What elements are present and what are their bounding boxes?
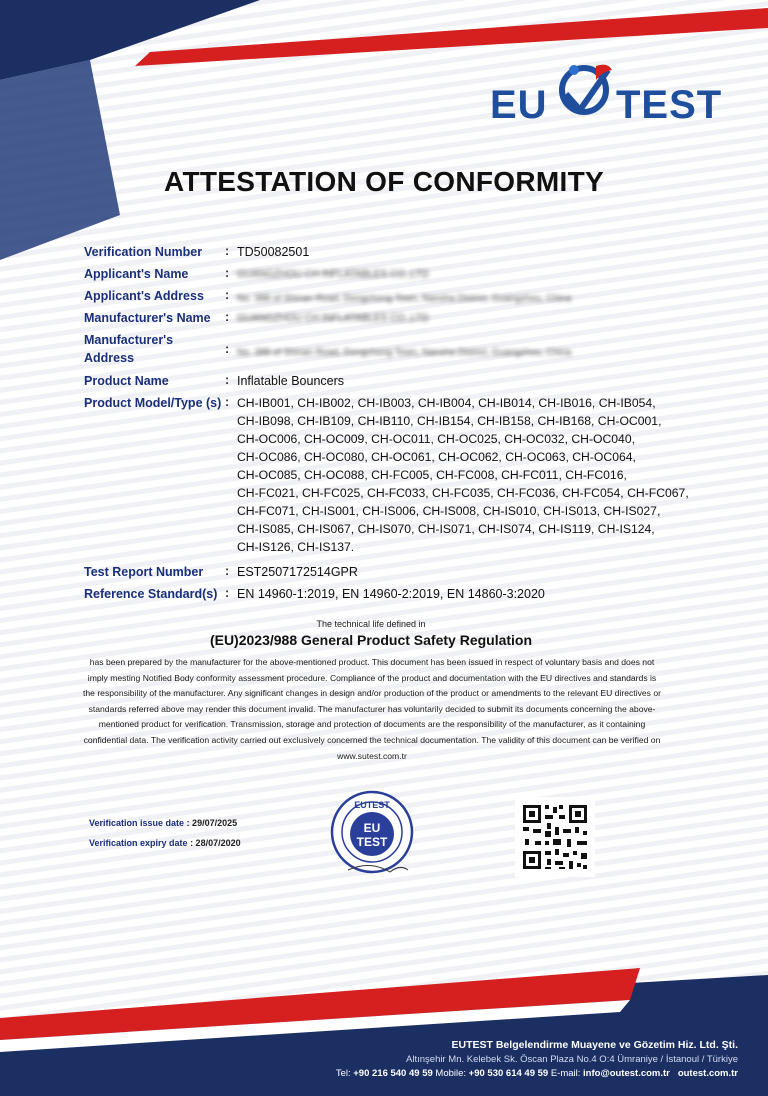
model-line: CH-FC021, CH-FC025, CH-FC033, CH-FC035, CH-FC036, CH-FC054, CH-FC067, — [237, 486, 689, 500]
seal-test-text: TEST — [356, 835, 388, 849]
product-model-label: Product Model/Type (s) — [84, 396, 222, 410]
logo-eu-text: EU — [490, 83, 548, 127]
logo-emblem-icon — [552, 60, 616, 130]
colon: : — [225, 564, 230, 578]
applicant-name-label: Applicant's Name — [84, 267, 189, 281]
applicant-address-value: No. 388 of Shinan Road, Dongchong Town, Nansha District, Guangzhou, China — [237, 293, 572, 304]
conformity-paragraph: has been prepared by the manufacturer for the above-mentioned product. This document has been issued in respect of voluntary basis and does not imply mesting Notified Body conformity assessment procedure. Compliance of the product and documentation with the EU directives and standards is the responsibility of the manufacturer. Any significant changes in design and/or production of the product or amendments to the relevant EU directives or standards referred above may render this document invalid. The manufacturer has voluntarily decided to submit its documents concerning the above-mentioned product for verification. Transmission, storage and protection of documents are the responsibility of the manufacturer, as it containing confidential data. The verification activity carried out exclusively concerned the technical documentation. The validity of this document can be verified on www.sutest.com.tr — [82, 657, 662, 761]
model-line: CH-IB001, CH-IB002, CH-IB003, CH-IB004, CH-IB014, CH-IB016, CH-IB054, — [237, 396, 656, 410]
reference-standards-value: EN 14960-1:2019, EN 14960-2:2019, EN 14860-3:2020 — [237, 587, 545, 601]
colon: : — [225, 342, 230, 356]
colon: : — [225, 266, 230, 280]
reference-standards-label: Reference Standard(s) — [84, 587, 218, 601]
manufacturer-name-value: GUANGZHOU CH INFLATABLES CO.,LTD — [237, 313, 429, 324]
model-line: CH-FC071, CH-IS001, CH-IS006, CH-IS008, CH-IS010, CH-IS013, CH-IS027, — [237, 504, 661, 518]
applicant-address-label: Applicant's Address — [84, 289, 204, 303]
logo-test-text: TEST — [616, 83, 723, 127]
verification-number-label: Verification Number — [84, 245, 203, 259]
colon: : — [225, 373, 230, 387]
model-line: CH-IS126, CH-IS137. — [237, 540, 355, 554]
manufacturer-name-label: Manufacturer's Name — [84, 311, 211, 325]
footer-company: EUTEST Belgelendirme Muayene ve Gözetim Hiz. Ltd. Şti. — [451, 1039, 738, 1051]
email-link[interactable]: info@outest.com.tr — [583, 1068, 670, 1079]
expiry-date-label: Verification expiry date — [89, 838, 188, 848]
seal-top-text: EUTEST — [354, 800, 390, 810]
manufacturer-address-value: No. 388 of Shinan Road, Dongchong Town, Nansha District, Guangzhou, China — [237, 347, 572, 358]
seal-eu-text: EU — [363, 821, 381, 835]
test-report-number-label: Test Report Number — [84, 565, 204, 579]
eutest-logo — [490, 55, 730, 135]
issue-date — [89, 818, 237, 828]
tel-label: Tel: — [335, 1068, 351, 1079]
colon: : — [225, 586, 230, 600]
test-report-number-value: EST2507172514GPR — [237, 565, 358, 579]
product-name-value: Inflatable Bouncers — [237, 374, 345, 388]
qr-code-icon — [515, 797, 595, 877]
issue-date-value: : 29/07/2025 — [186, 818, 238, 828]
colon: : — [225, 288, 230, 302]
mobile-value: +90 530 614 49 59 — [468, 1068, 549, 1079]
colon: : — [225, 310, 230, 324]
email-label: E-mail: — [550, 1068, 581, 1079]
expiry-date-value: : 28/07/2020 — [190, 838, 241, 848]
technical-intro: The technical life defined in — [316, 619, 426, 629]
regulation-title: (EU)2023/988 General Product Safety Regulation — [209, 632, 533, 648]
applicant-name-value: GUANGZHOU CH INFLATABLES CO.,LTD — [237, 269, 429, 280]
product-name-label: Product Name — [84, 374, 169, 388]
manufacturer-address-label-line1: Manufacturer's — [84, 333, 174, 347]
footer-contact — [336, 1068, 738, 1079]
mobile-label: Mobile: — [435, 1068, 467, 1079]
footer-address: Altınşehir Mn. Kelebek Sk. Öscan Plaza No.4 O:4 Ümraniye / İstanoul / Türkiye — [406, 1054, 738, 1065]
colon: : — [225, 395, 230, 409]
tel-value: +90 216 540 49 59 — [353, 1068, 433, 1079]
model-line: CH-IB098, CH-IB109, CH-IB110, CH-IB154, CH-IB158, CH-IB168, CH-OC001, — [237, 414, 662, 428]
manufacturer-address-label-line2: Address — [84, 351, 135, 365]
issue-date-label: Verification issue date — [89, 818, 185, 828]
colon: : — [225, 244, 230, 258]
expiry-date — [89, 838, 241, 848]
official-seal-stamp — [330, 790, 415, 880]
document-title: ATTESTATION OF CONFORMITY — [164, 166, 604, 197]
verification-qr-code[interactable] — [515, 797, 595, 877]
model-line: CH-OC086, CH-OC080, CH-OC061, CH-OC062, CH-OC063, CH-OC064, — [237, 450, 636, 464]
model-line: CH-OC085, CH-OC088, CH-FC005, CH-FC008, CH-FC011, CH-FC016, — [237, 468, 627, 482]
model-line: CH-OC006, CH-OC009, CH-OC011, CH-OC025, CH-OC032, CH-OC040, — [237, 432, 636, 446]
model-line: CH-IS085, CH-IS067, CH-IS070, CH-IS071, CH-IS074, CH-IS119, CH-IS124, — [237, 522, 655, 536]
product-model-list — [237, 394, 707, 556]
website-link[interactable]: outest.com.tr — [677, 1068, 738, 1079]
verification-number-value: TD50082501 — [237, 245, 310, 259]
